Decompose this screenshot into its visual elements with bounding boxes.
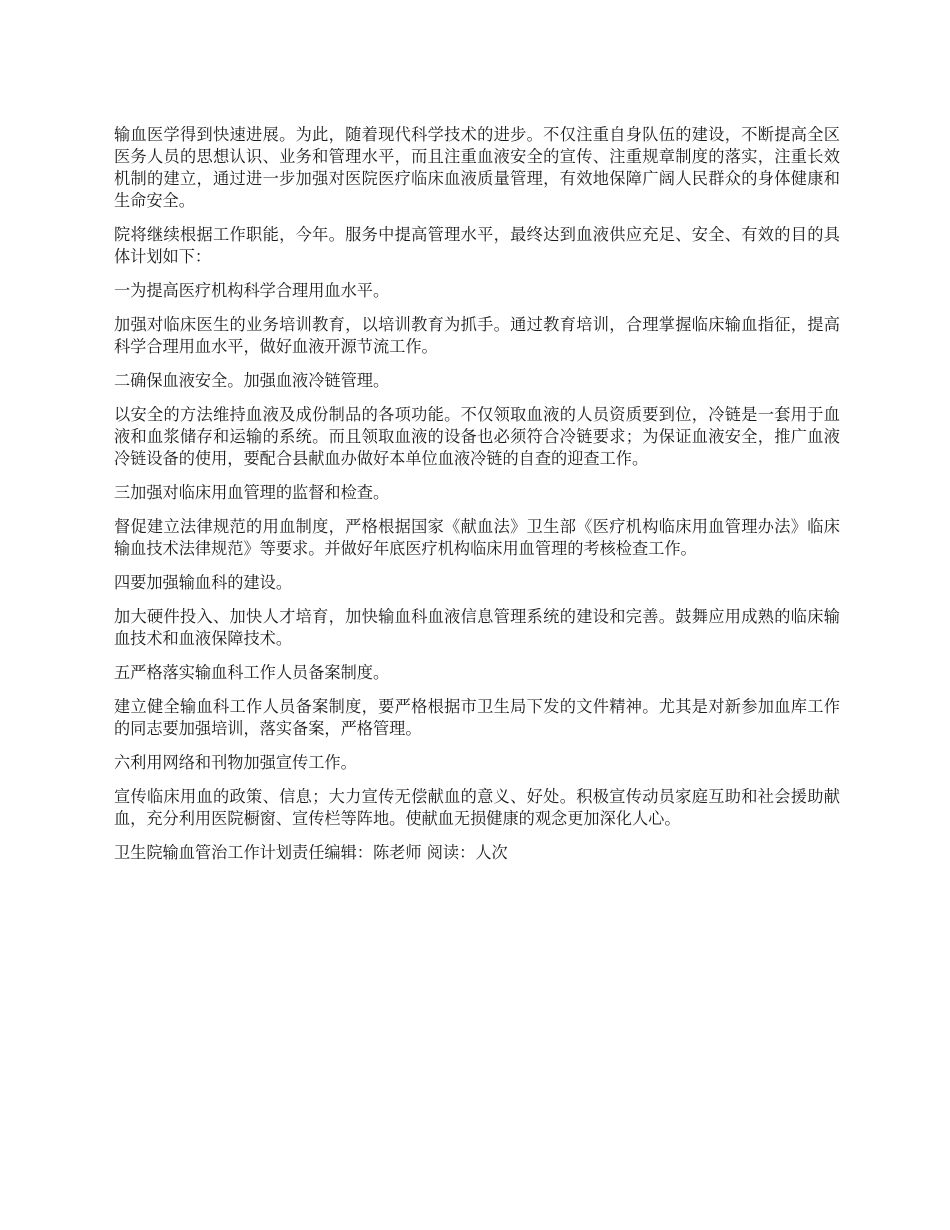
paragraph-section-5: 建立健全输血科工作人员备案制度，要严格根据市卫生局下发的文件精神。尤其是对新参加血库工作的同志要加强培训，落实备案，严格管理。 [114,697,840,738]
section-heading-4: 四要加强输血科的建设。 [114,573,293,592]
section-heading-5: 五严格落实输血科工作人员备案制度。 [114,663,390,682]
section-heading-1: 一为提高医疗机构科学合理用血水平。 [114,281,390,300]
section-heading-6: 六利用网络和刊物加强宣传工作。 [114,753,357,772]
paragraph-section-6: 宣传临床用血的政策、信息；大力宣传无偿献血的意义、好处。积极宣传动员家庭互助和社会援助献血，充分利用医院橱窗、宣传栏等阵地。使献血无损健康的观念更加深化人心。 [114,787,840,828]
paragraph-section-2: 以安全的方法维持血液及成份制品的各项功能。不仅领取血液的人员资质要到位，冷链是一套用于血液和血浆储存和运输的系统。而且领取血液的设备也必须符合冷链要求；为保证血液安全，推广血液冷链设备的使用，要配合县献血办做好本单位血液冷链的自查的迎查工作。 [114,405,840,468]
document-body [114,124,840,876]
section-heading-2: 二确保血液安全。加强血液冷链管理。 [114,371,390,390]
paragraph-plan-overview: 院将继续根据工作职能，今年。服务中提高管理水平，最终达到血液供应充足、安全、有效的目的具体计划如下： [114,225,840,266]
paragraph-section-1: 加强对临床医生的业务培训教育，以培训教育为抓手。通过教育培训，合理掌握临床输血指征，提高科学合理用血水平，做好血液开源节流工作。 [114,315,840,356]
paragraph-section-3: 督促建立法律规范的用血制度，严格根据国家《献血法》卫生部《医疗机构临床用血管理办法》临床输血技术法律规范》等要求。并做好年底医疗机构临床用血管理的考核检查工作。 [114,517,840,558]
section-heading-3: 三加强对临床用血管理的监督和检查。 [114,483,390,502]
paragraph-section-4: 加大硬件投入、加快人才培育，加快输血科血液信息管理系统的建设和完善。鼓舞应用成熟的临床输血技术和血液保障技术。 [114,607,840,648]
paragraph-intro: 输血医学得到快速进展。为此，随着现代科学技术的进步。不仅注重自身队伍的建设，不断提高全区医务人员的思想认识、业务和管理水平，而且注重血液安全的宣传、注重规章制度的落实，注重长效机制的建立，通过进一步加强对医院医疗临床血液质量管理，有效地保障广阔人民群众的身体健康和生命安全。 [114,125,840,210]
footer-credit: 卫生院输血管治工作计划责任编辑：陈老师 阅读：人次 [114,843,508,862]
